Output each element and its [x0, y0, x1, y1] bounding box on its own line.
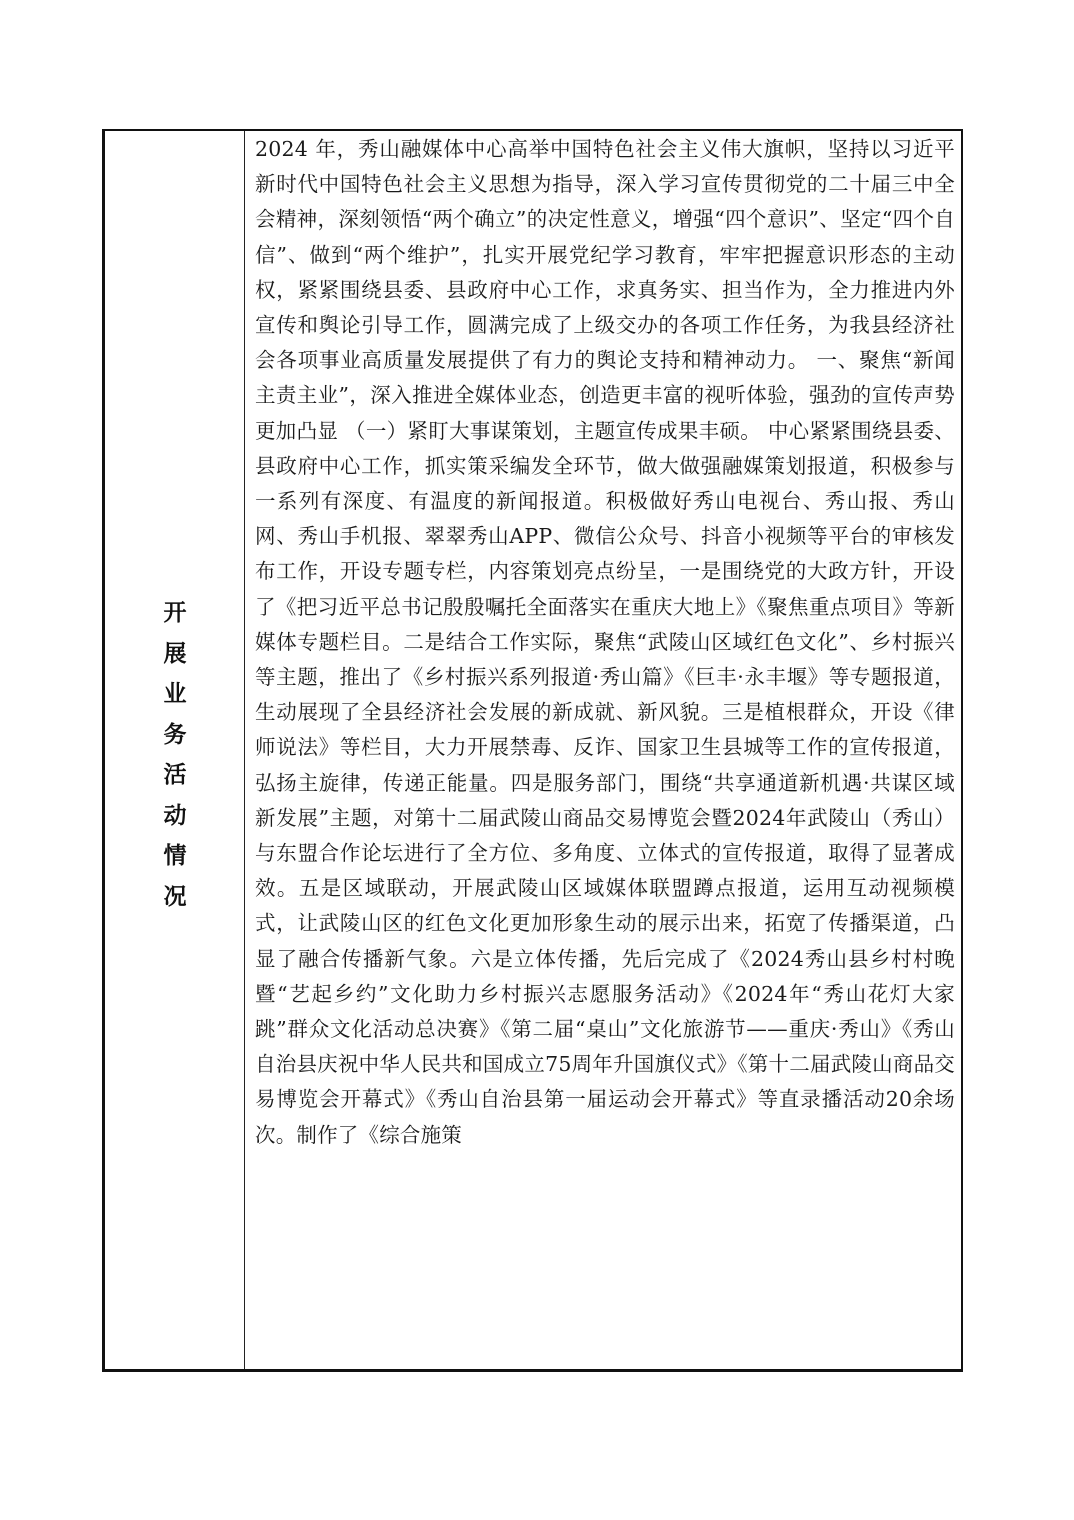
row-label-cell — [105, 131, 245, 1369]
row-label: 开展业务活动情况 — [163, 599, 187, 910]
row-content-text: 2024 年，秀山融媒体中心高举中国特色社会主义伟大旗帜，坚持以习近平新时代中国特色社会主义思想为指导，深入学习宣传贯彻党的二十届三中全会精神，深刻领悟“两个确立”的决定性意义，增强“四个意识”、坚定“四个自信”、做到“两个维护”，扎实开展党纪学习教育，牢牢把握意识形态的主动权，紧紧围绕县委、县政府中心工作，求真务实、担当作为，全力推进内外宣传和舆论引导工作，圆满完成了上级交办的各项工作任务，为我县经济社会各项事业高质量发展提供了有力的舆论支持和精神动力。 一、聚焦“新闻主责主业”，深入推进全媒体业态，创造更丰富的视听体验，强劲的宣传声势更加凸显 （一）紧盯大事谋策划，主题宣传成果丰硕。 中心紧紧围绕县委、县政府中心工作，抓实策采编发全环节，做大做强融媒策划报道，积极参与一系列有深度、有温度的新闻报道。积极做好秀山电视台、秀山报、秀山网、秀山手机报、翠翠秀山APP、微信公众号、抖音小视频等平台的审核发布工作，开设专题专栏，内容策划亮点纷呈，一是围绕党的大政方针，开设了《把习近平总书记殷殷嘱托全面落实在重庆大地上》《聚焦重点项目》等新媒体专题栏目。二是结合工作实际，聚焦“武陵山区域红色文化”、乡村振兴等主题，推出了《乡村振兴系列报道·秀山篇》《巨丰·永丰堰》等专题报道，生动展现了全县经济社会发展的新成就、新风貌。三是植根群众，开设《律师说法》等栏目，大力开展禁毒、反诈、国家卫生县城等工作的宣传报道，弘扬主旋律，传递正能量。四是服务部门，围绕“共享通道新机遇·共谋区域新发展”主题，对第十二届武陵山商品交易博览会暨2024年武陵山（秀山）与东盟合作论坛进行了全方位、多角度、立体式的宣传报道，取得了显著成效。五是区域联动，开展武陵山区域媒体联盟蹲点报道，运用互动视频模式，让武陵山区的红色文化更加形象生动的展示出来，拓宽了传播渠道，凸显了融合传播新气象。六是立体传播，先后完成了《2024秀山县乡村村晚暨“艺起乡约”文化助力乡村振兴志愿服务活动》《2024年“秀山花灯大家跳”群众文化活动总决赛》《第二届“桌山”文化旅游节——重庆·秀山》《秀山自治县庆祝中华人民共和国成立75周年升国旗仪式》《第十二届武陵山商品交易博览会开幕式》《秀山自治县第一届运动会开幕式》等直录播活动20余场次。制作了《综合施策 — [255, 137, 955, 1147]
form-table — [102, 129, 963, 1372]
row-content-cell — [245, 131, 961, 1369]
